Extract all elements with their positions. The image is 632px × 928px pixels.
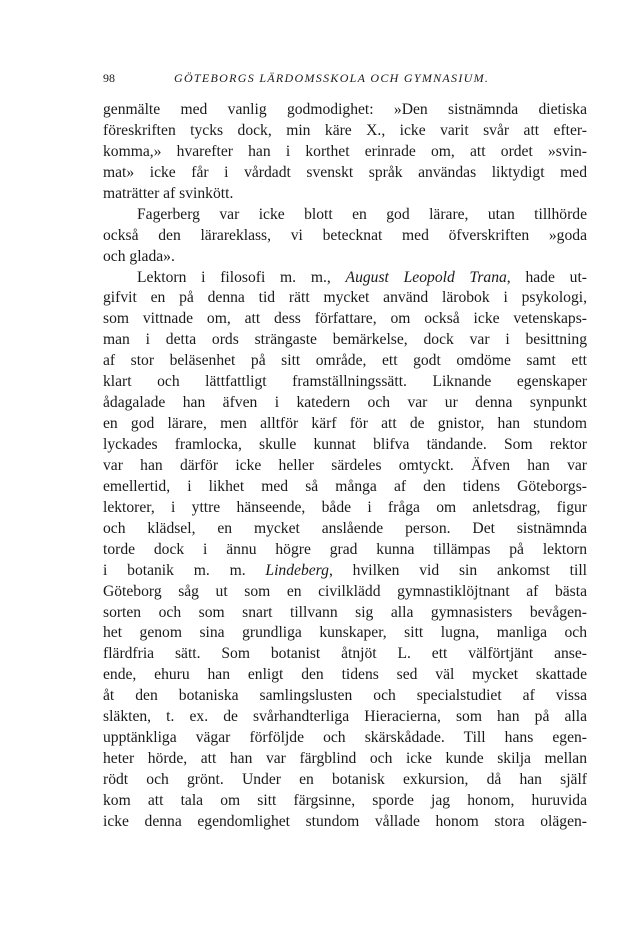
text-line: lektorer, i yttre hänseende, både i fråga om anletsdrag, figur xyxy=(103,498,587,516)
text-line: komma,» hvarefter han i korthet erinrade om, att ordet »svin- xyxy=(103,142,587,160)
text-line: torde dock i ännu högre grad kunna tillämpas på lektorn xyxy=(103,540,587,558)
person-name: August Leopold Trana xyxy=(345,268,507,286)
text-line: Göteborg såg ut som en civilklädd gymnastiklöjtnant af bästa xyxy=(103,582,587,600)
line-text: , hvilken vid sin ankomst till xyxy=(328,561,587,579)
text-line: ådagalade han äfven i katedern och var ur denna synpunkt xyxy=(103,394,587,412)
text-line: mat» icke får i vårdadt svenskt språk användas liktydigt med xyxy=(103,163,587,181)
text-line: heter hörde, att han var färgblind och icke kunde skilja mellan xyxy=(103,750,587,768)
line-text: Lektorn i filosofi m. m., xyxy=(137,268,346,286)
text-line: var han därför icke heller särdeles omtyckt. Äfven han var xyxy=(103,456,587,474)
text-line: het genom sina grundliga kunskaper, sitt lugna, manliga och xyxy=(103,624,587,642)
text-line: flärdfria sätt. Som botanist åtnjöt L. ett välförtjänt anse- xyxy=(103,645,587,663)
text-line: icke denna egendomlighet stundom vållade honom stora olägen- xyxy=(103,812,587,830)
running-header xyxy=(103,71,543,91)
text-line xyxy=(103,561,587,582)
text-line: emellertid, i likhet med så många af den tidens Göteborgs- xyxy=(103,477,587,495)
text-line: och glada». xyxy=(103,247,175,265)
text-line: maträtter af svinkött. xyxy=(103,184,234,202)
text-line: åt den botaniska samlingslusten och specialstudiet af vissa xyxy=(103,687,587,705)
line-text: i botanik m. m. xyxy=(103,561,266,579)
text-line: som vittnade om, att dess författare, om också icke vetenskaps- xyxy=(103,310,587,328)
text-line: upptänkliga vägar förföljde och skärskådade. Till hans egen- xyxy=(103,729,587,747)
text-line: gifvit en på denna tid rätt mycket använd lärobok i psykologi, xyxy=(103,289,587,307)
text-line: klart och lättfattligt framställningssätt. Liknande egenskaper xyxy=(103,373,587,391)
page-number: 98 xyxy=(103,71,115,85)
person-name: Lindeberg xyxy=(265,561,329,579)
text-line: sorten och som snart tillvann sig alla gymnasisters bevågen- xyxy=(103,603,587,621)
text-line: en god lärare, men alltför kärf för att de gnistor, han stundom xyxy=(103,415,587,433)
text-line: Fagerberg var icke blott en god lärare, utan tillhörde xyxy=(137,205,587,223)
text-line: af stor beläsenhet på sitt område, ett godt omdöme samt ett xyxy=(103,352,587,370)
line-text: , hade ut- xyxy=(506,268,587,286)
text-line: också den lärareklass, vi betecknat med öfverskriften »goda xyxy=(103,226,587,244)
text-line: kom att tala om sitt färgsinne, sporde jag honom, huruvida xyxy=(103,791,587,809)
text-line: föreskriften tycks dock, min käre X., icke varit svår att efter- xyxy=(103,121,587,139)
text-line xyxy=(103,268,587,289)
text-line: släkten, t. ex. de svårhandterliga Hieracierna, som han på alla xyxy=(103,708,587,726)
text-line: lyckades framlocka, skulle kunnat blifva tändande. Som rektor xyxy=(103,436,587,453)
text-line: och klädsel, en mycket anslående person. Det sistnämnda xyxy=(103,519,587,537)
running-title: GÖTEBORGS LÄRDOMSSKOLA OCH GYMNASIUM. xyxy=(174,71,490,85)
text-line: rödt och grönt. Under en botanisk exkursion, då han själf xyxy=(103,771,587,788)
body-text xyxy=(103,100,587,833)
text-line: genmälte med vanlig godmodighet: »Den sistnämnda dietiska xyxy=(103,101,587,118)
text-line: ende, ehuru han enligt den tidens sed väl mycket skattade xyxy=(103,666,587,684)
text-line: man i detta ords strängaste bemärkelse, dock var i besittning xyxy=(103,331,587,349)
